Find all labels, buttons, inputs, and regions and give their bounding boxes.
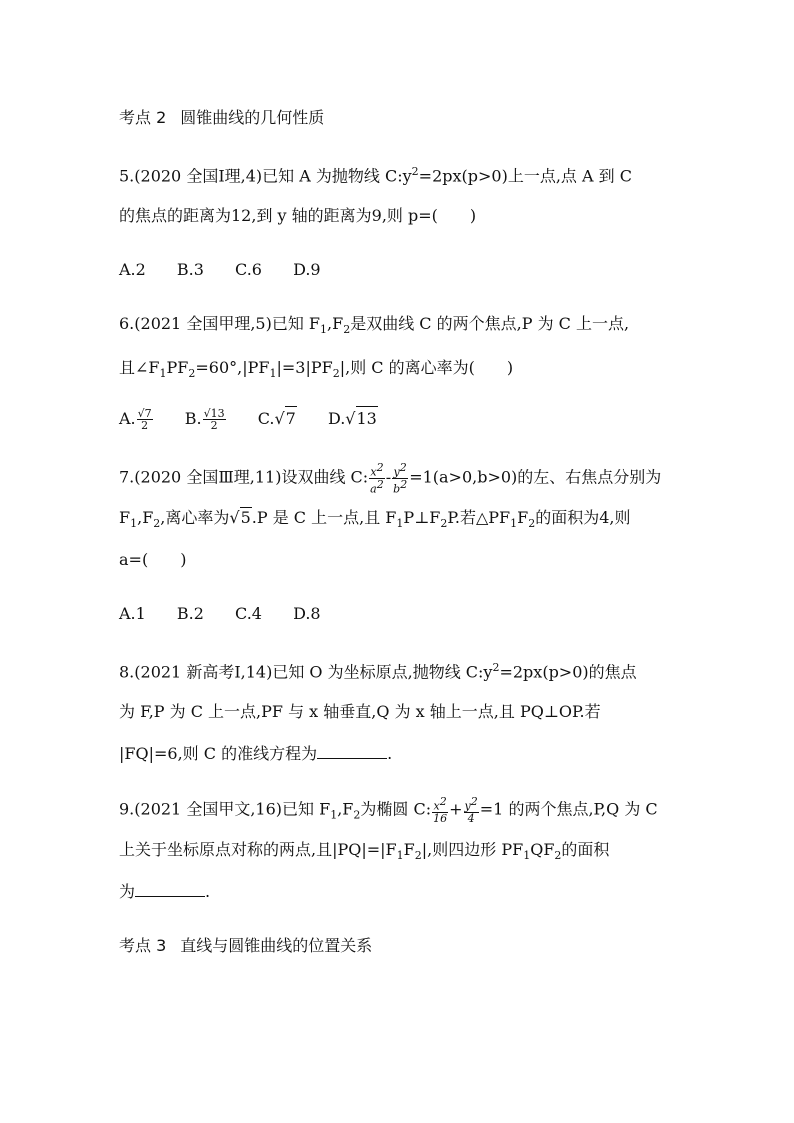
option-b: B. $\frac{√13}{2}$ (184, 407, 225, 432)
question-7-line-1: 7.(2020 全国Ⅲ理,11)设双曲线 C: $\frac{x^2}{a^2}$ - $\frac{y^2}{b^2}$ =1(a>0,b>0)的左、右焦点分别为 (119, 461, 662, 496)
question-5-options (119, 258, 347, 282)
option-d: D.8 (293, 604, 321, 623)
question-6-line-2: 且$\angle F_1PF_2=60^\circ,|PF_1|=3|PF_2|$,则 C 的离心率为( ) (119, 358, 514, 381)
option-d: D.9 (293, 260, 321, 279)
option-b: B.2 (176, 604, 204, 623)
question-6-line-1: 6.(2021 全国甲理,5)已知 $F_1,F_2$是双曲线 C 的两个焦点,P 为 C 上一点, (119, 314, 630, 337)
question-7-line-2: $F_1,F_2$,离心率为√5.P 是 C 上一点,且 $F_1P\perp F_2P$.若$\triangle PF_1F_2$的面积为4,则 (119, 508, 631, 531)
question-9-line-1: 9.(2021 全国甲文,16)已知 $F_1,F_2$为椭圆 C: $\frac{x^2}{16}$ + $\frac{y^2}{4}$ =1 的两个焦点,P,Q 为 C (119, 795, 658, 825)
question-8-line-3: |FQ|=6,则 C 的准线方程为 . (119, 744, 393, 763)
answer-blank[interactable] (135, 882, 205, 897)
option-a: A. $\frac{√7}{2}$ (119, 407, 152, 432)
question-9-line-2: 上关于坐标原点对称的两点,且$|PQ|=|F_1F_2|$,则四边形 $PF_1QF_2$的面积 (119, 840, 610, 863)
section-2-heading: 考点 2 圆锥曲线的几何性质 (119, 108, 325, 127)
option-c: C.√7 (258, 406, 297, 431)
option-b: B.3 (176, 260, 204, 279)
answer-blank[interactable] (317, 744, 387, 759)
question-5-line-1: 5.(2020 全国Ⅰ理,4)已知 A 为抛物线 $C:y^2=2px(p>0)$上一点,点 A 到 C (119, 165, 632, 186)
question-8-line-1: 8.(2021 新高考Ⅰ,14)已知 O 为坐标原点,抛物线 $C:y^2=2px(p>0)$的焦点 (119, 661, 637, 682)
option-d: D.√13 (328, 406, 378, 431)
question-9-line-3: 为 . (119, 882, 211, 901)
question-6-options (119, 406, 404, 431)
question-7-line-3: a=( ) (119, 550, 187, 569)
section-3-heading: 考点 3 直线与圆锥曲线的位置关系 (119, 936, 373, 955)
option-c: C.4 (235, 604, 262, 623)
question-5-line-2: 的焦点的距离为12,到 y 轴的距离为9,则 p=( ) (119, 206, 477, 225)
option-a: A.2 (119, 260, 146, 279)
option-c: C.6 (235, 260, 262, 279)
question-8-line-2: 为 F,P 为 C 上一点,PF 与 x 轴垂直,Q 为 x 轴上一点,且 PQ⊥OP.若 (119, 702, 601, 721)
option-a: A.1 (119, 604, 146, 623)
question-7-options (119, 602, 347, 626)
